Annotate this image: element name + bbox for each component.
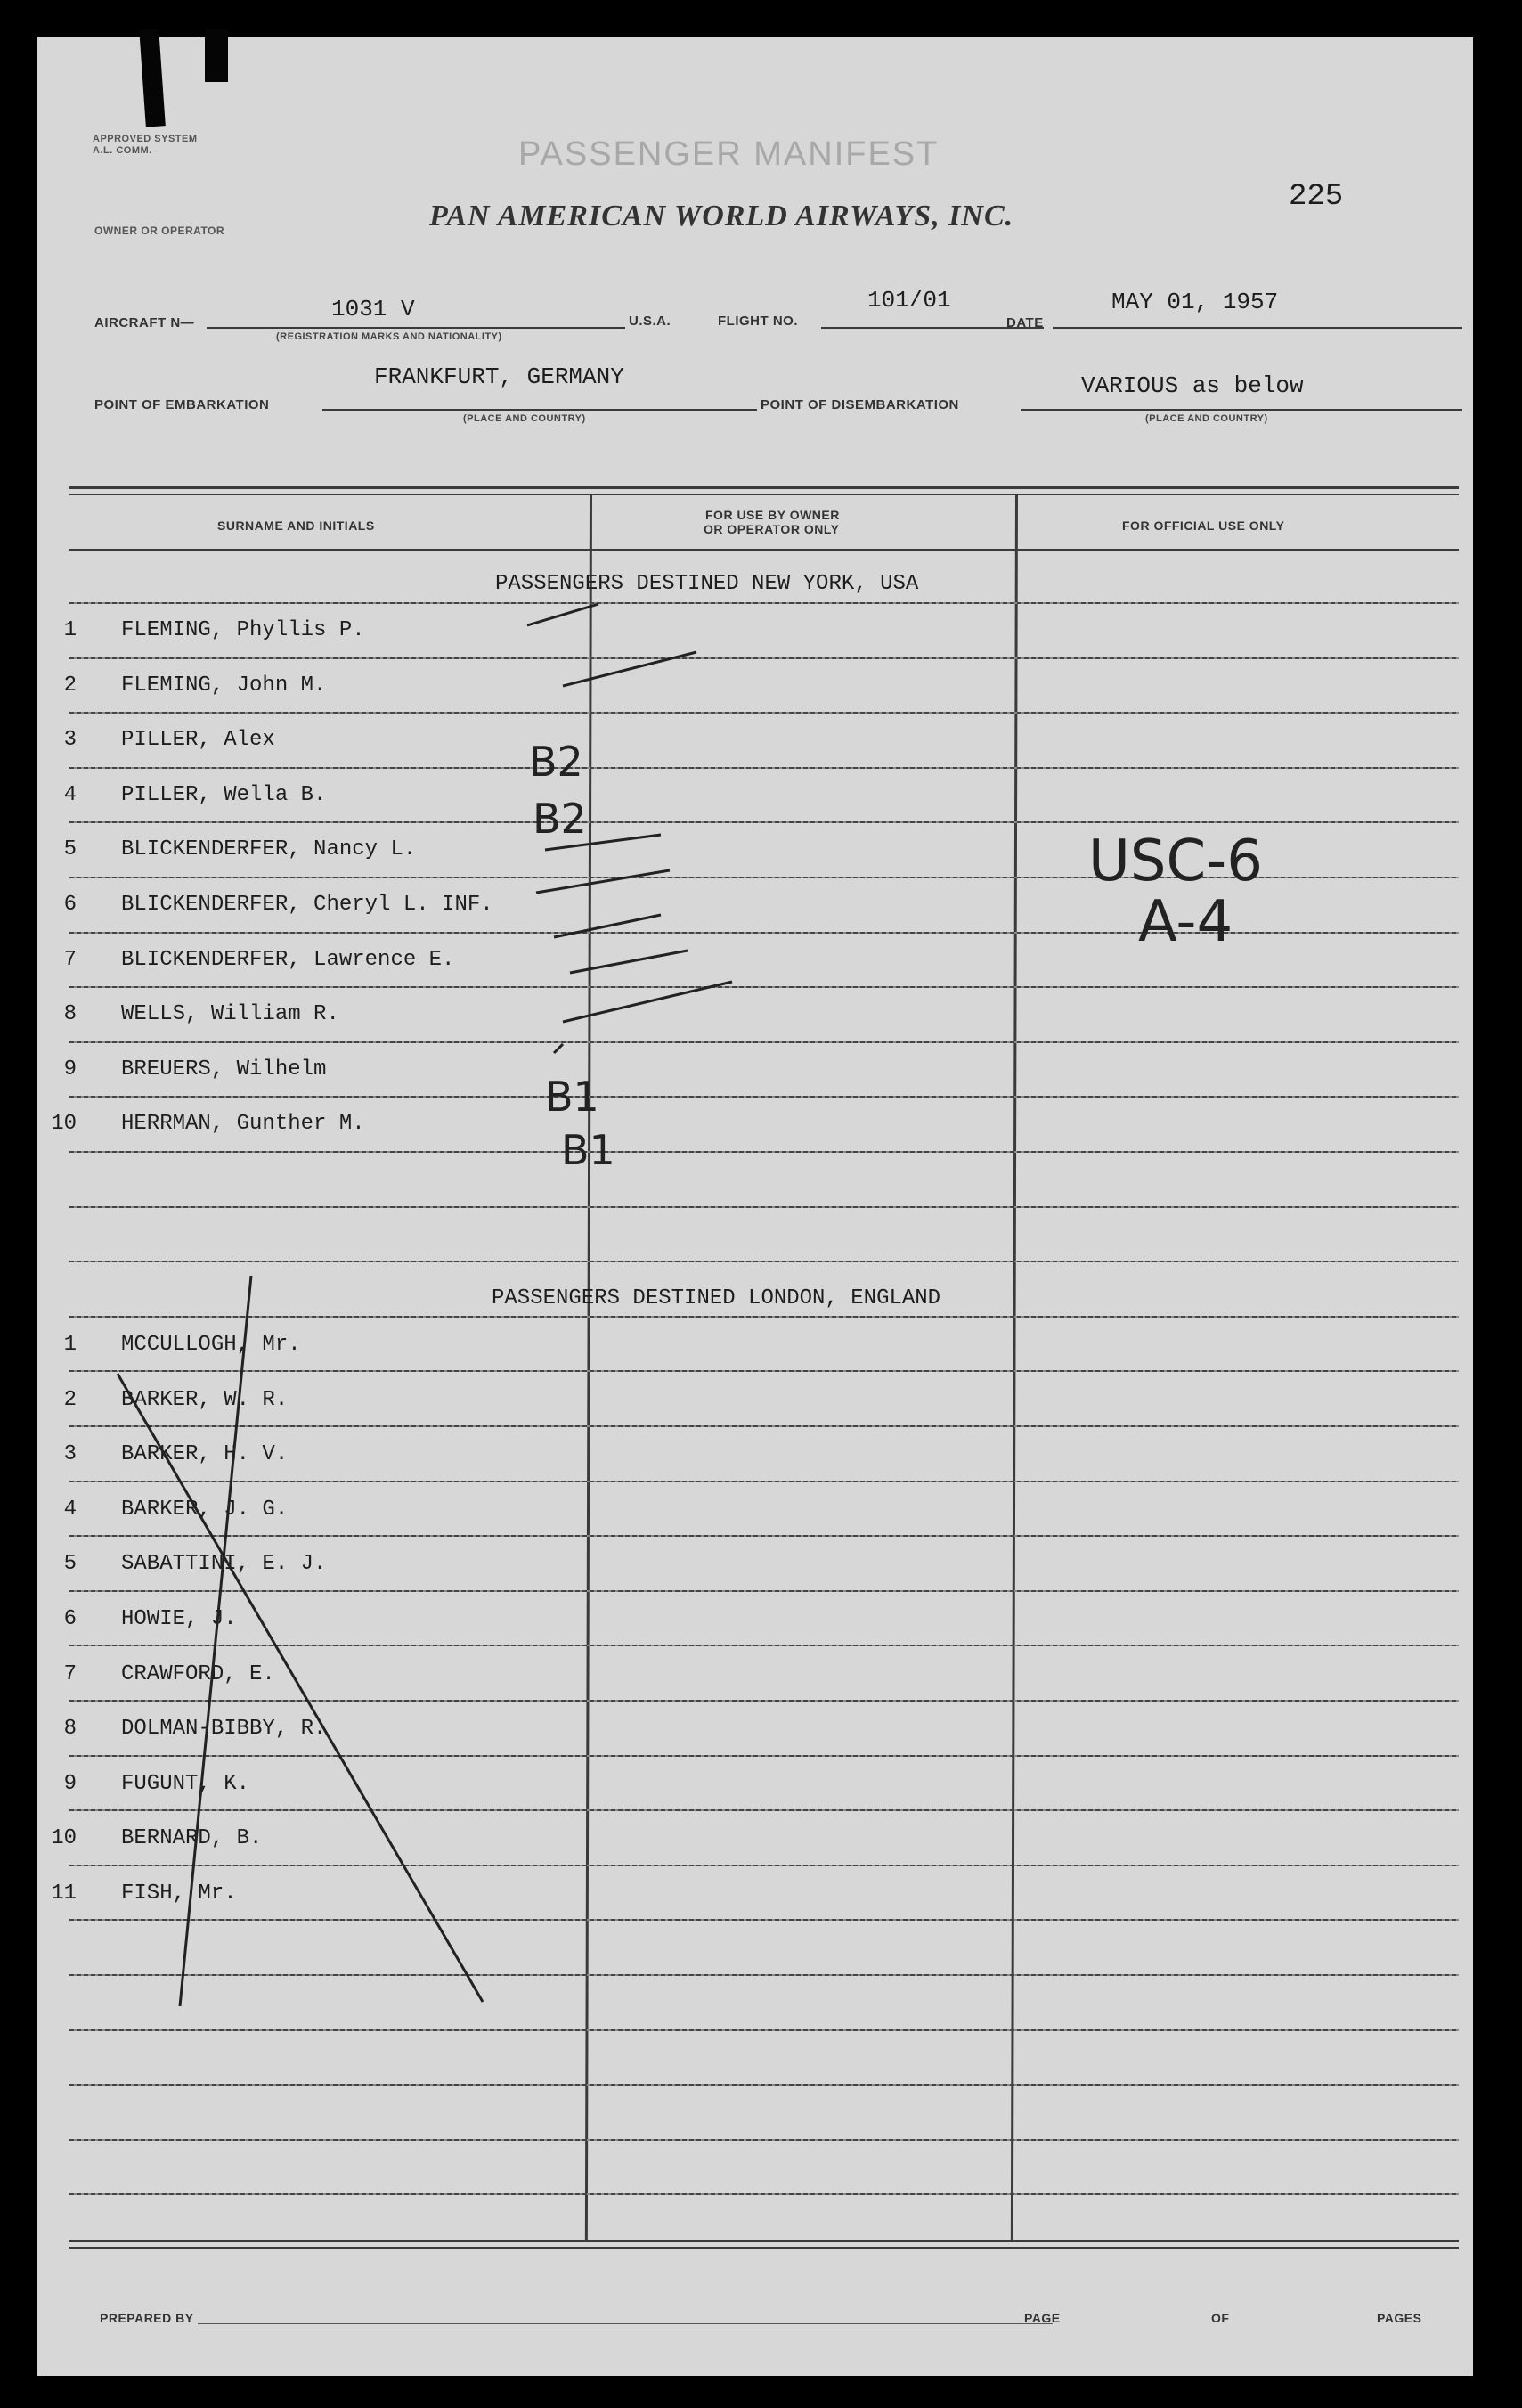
passenger-name: WELLS, William R.	[121, 1002, 339, 1027]
column-header-surname: SURNAME AND INITIALS	[217, 518, 375, 533]
passenger-name: FLEMING, John M.	[121, 673, 327, 698]
passenger-number: 8	[63, 1002, 77, 1027]
flight-label: FLIGHT NO.	[718, 314, 798, 329]
passenger-name: BARKER, H. V.	[121, 1442, 289, 1467]
approval-stamp: APPROVED SYSTEM A.L. COMM.	[93, 134, 198, 156]
passenger-number: 7	[63, 1661, 77, 1686]
owner-label: OWNER OR OPERATOR	[94, 224, 225, 237]
embarkation-sublabel: (PLACE AND COUNTRY)	[463, 413, 586, 424]
disembarkation-label: POINT OF DISEMBARKATION	[761, 397, 959, 412]
handwritten-strike-marks	[37, 37, 1473, 2376]
handwritten-note: B1	[561, 1126, 615, 1174]
handwritten-official-note: A-4	[1138, 889, 1233, 955]
flight-value: 101/01	[867, 287, 951, 314]
handwritten-note: B1	[545, 1073, 599, 1121]
passenger-number: 6	[63, 893, 77, 917]
handwritten-official-note: USC-6	[1088, 829, 1263, 894]
passenger-number: 9	[63, 1057, 77, 1082]
column-header-operator-2: OR OPERATOR ONLY	[704, 522, 840, 536]
passenger-name: HERRMAN, Gunther M.	[121, 1112, 365, 1137]
aircraft-value: 1031 V	[331, 296, 415, 322]
passenger-number: 2	[63, 673, 77, 698]
passenger-number: 5	[63, 1552, 77, 1577]
passenger-name: BARKER, J. G.	[121, 1497, 289, 1522]
passenger-number: 8	[63, 1717, 77, 1742]
embarkation-value: FRANKFURT, GERMANY	[374, 363, 624, 390]
passenger-number: 9	[63, 1771, 77, 1796]
handwritten-note: B2	[529, 738, 583, 786]
passenger-number: 4	[63, 1497, 77, 1522]
passenger-name: BLICKENDERFER, Lawrence E.	[121, 947, 455, 972]
passenger-number: 5	[63, 837, 77, 862]
passenger-name: DOLMAN-BIBBY, R.	[121, 1717, 327, 1742]
passenger-number: 3	[63, 728, 77, 753]
embarkation-label: POINT OF EMBARKATION	[94, 397, 270, 412]
date-value: MAY 01, 1957	[1111, 289, 1279, 315]
disembarkation-value: VARIOUS as below	[1081, 372, 1304, 399]
passenger-name: MCCULLOGH, Mr.	[121, 1333, 301, 1357]
passenger-name: PILLER, Wella B.	[121, 782, 327, 807]
passenger-name: BLICKENDERFER, Cheryl L. INF.	[121, 893, 493, 917]
passenger-number: 7	[63, 947, 77, 972]
passenger-number: 10	[51, 1826, 77, 1851]
prepared-by-label: PREPARED BY	[100, 2311, 194, 2325]
passenger-number: 2	[63, 1387, 77, 1412]
passenger-number: 6	[63, 1607, 77, 1631]
group-heading-london: PASSENGERS DESTINED LONDON, ENGLAND	[492, 1286, 941, 1310]
passenger-name: BLICKENDERFER, Nancy L.	[121, 837, 417, 862]
handwritten-note: B2	[533, 795, 587, 843]
passenger-name: FUGUNT, K.	[121, 1771, 250, 1796]
column-header-official: FOR OFFICIAL USE ONLY	[1122, 518, 1285, 533]
passenger-name: BARKER, W. R.	[121, 1387, 289, 1412]
passenger-number: 10	[51, 1112, 77, 1137]
page-label: PAGE	[1024, 2311, 1061, 2325]
passenger-number: 3	[63, 1442, 77, 1467]
passenger-name: HOWIE, J.	[121, 1607, 237, 1631]
passenger-name: FLEMING, Phyllis P.	[121, 618, 365, 642]
date-label: DATE	[1006, 315, 1044, 331]
of-label: OF	[1211, 2311, 1230, 2325]
passenger-number: 1	[63, 618, 77, 642]
passenger-name: CRAWFORD, E.	[121, 1661, 275, 1686]
passenger-name: SABATTINI, E. J.	[121, 1552, 327, 1577]
passenger-name: PILLER, Alex	[121, 728, 275, 753]
page-stamp-number: 225	[1289, 180, 1344, 214]
document-title: PASSENGER MANIFEST	[518, 135, 940, 173]
usa-label: U.S.A.	[629, 314, 671, 329]
group-heading-new-york: PASSENGERS DESTINED NEW YORK, USA	[495, 572, 919, 596]
passenger-number: 11	[51, 1882, 77, 1906]
disembarkation-sublabel: (PLACE AND COUNTRY)	[1145, 413, 1268, 424]
passenger-name: FISH, Mr.	[121, 1882, 237, 1906]
passenger-number: 4	[63, 782, 77, 807]
aircraft-label: AIRCRAFT N—	[94, 315, 195, 331]
company-name: PAN AMERICAN WORLD AIRWAYS, INC.	[429, 200, 1014, 233]
passenger-number: 1	[63, 1333, 77, 1357]
manifest-sheet	[37, 37, 1473, 2376]
column-header-operator-1: FOR USE BY OWNER	[705, 508, 840, 522]
pages-label: PAGES	[1377, 2311, 1422, 2325]
passenger-name: BERNARD, B.	[121, 1826, 263, 1851]
passenger-name: BREUERS, Wilhelm	[121, 1057, 327, 1082]
aircraft-sublabel: (REGISTRATION MARKS AND NATIONALITY)	[276, 331, 502, 342]
